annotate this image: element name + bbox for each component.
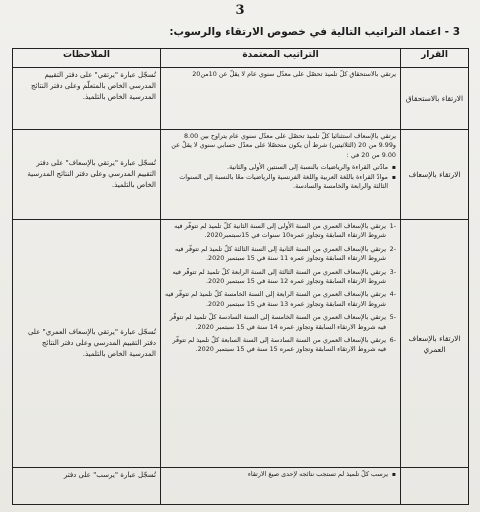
table-header-row xyxy=(13,49,469,68)
bullet-item: ▪ موادّ القراءة باللغة العربية واللغة الفرنسية والرياضيات معًا بالنسبة إلى السنوات الثالثة والرابعة والخامسة والسادسة. xyxy=(165,173,396,192)
page-number: 3 xyxy=(235,3,245,18)
decision-header: القرار xyxy=(401,49,469,68)
table-row xyxy=(13,68,469,130)
numbered-item: -3 يرتقي بالإسعاف العمري من السنة الثالثة إلى السنة الرابعة كلّ تلميذ لم تتوفّر فيه شروط الارتقاء السابقة وتجاوز عمره 12 سنة في 15 سبتمبر 2020. xyxy=(172,267,396,286)
notes-header: الملاحظات xyxy=(13,49,161,68)
decision-cell: الارتقاء بالاستحقاق xyxy=(401,68,469,130)
notes-cell: تُسجّل عبارة "يرتقي بالإسعاف العمري" على دفتر التقييم المدرسي وعلى دفتر النتائج المدرسية الخاص بالتلميذ. xyxy=(13,220,161,468)
numbered-item: -5 يرتقي بالإسعاف العمري من السنة الخامسة إلى السنة السادسة كلّ تلميذ لم تتوفّر فيه شروط الارتقاء السابقة وتجاوز عمره 14 سنة في 15 سبتمبر 2020. xyxy=(169,313,396,331)
rules-table xyxy=(12,48,469,505)
decision-cell: الارتقاء بالإسعاف العمري xyxy=(401,220,469,468)
numbered-item: -1 يرتقي بالإسعاف العمري من السنة الأولى إلى السنة الثانية كلّ تلميذ لم تتوفّر فيه شروط الارتقاء السابقة وتجاوز عمره10 سنوات في 15سبتمبر2020. xyxy=(174,222,396,240)
table-row xyxy=(13,468,469,505)
numbered-item: -2 يرتقي بالإسعاف العمري من السنة الثانية إلى السنة الثالثة كلّ تلميذ لم تتوفّر فيه شروط الارتقاء السابقة وتجاوز عمره 11 سنة في 15 سبتمبر 2020. xyxy=(175,244,396,263)
bullet-item: ▪ يرسب كلّ تلميذ لم تستجب نتائجه لإحدى صيغ الارتقاء xyxy=(165,470,396,479)
notes-cell: تُسجّل عبارة "يرتقي بالإسعاف" على دفتر التقييم المدرسي وعلى دفتر النتائج المدرسية الخاص بالتلميذ. xyxy=(13,130,161,220)
notes-cell: تُسجّل عبارة "يرسب" على دفتر xyxy=(13,468,161,505)
table-row xyxy=(13,130,469,220)
decision-cell xyxy=(401,468,469,505)
numbered-item: -6 يرتقي بالإسعاف العمري من السنة السادسة إلى السنة السابعة كلّ تلميذ لم تتوفّر فيه شروط الارتقاء السابقة وتجاوز عمره 15 سنة في 15 سبتمبر 2020. xyxy=(172,336,396,354)
arrangement-cell xyxy=(161,130,401,220)
table-row xyxy=(13,220,469,468)
arrangement-cell xyxy=(161,220,401,468)
arrangement-cell xyxy=(161,68,401,130)
bullet-item: ▪ مادّتي القراءة والرياضيات بالنسبة إلى السنتين الأولى والثانية. xyxy=(165,163,396,172)
arrangements-header: التراتيب المعتمدة xyxy=(161,49,401,68)
arrangement-text: يرتقي بالاستحقاق كلّ تلميذ تحصّل على معدّل سنوي عام لا يقلّ عن 10من20 xyxy=(192,70,396,78)
arrangement-cell xyxy=(161,468,401,505)
arrangement-intro: يرتقي بالإسعاف استثنائيا كلّ تلميذ تحصّل على معدّل سنوي عام يتراوح بين 8.00 و9.99 من 20 (الثلاثيتين) شرط أن يكون متحصّلا على معدّل حسابي سنوي لا يقلّ عن 9.00 من 20 في : xyxy=(171,132,396,159)
numbered-item: -4 يرتقي بالإسعاف العمري من السنة الرابعة إلى السنة الخامسة كلّ تلميذ لم تتوفّر فيه شروط الارتقاء السابقة وتجاوز عمره 13 سنة في 15 سبتمبر 2020. xyxy=(165,290,396,308)
decision-cell: الارتقاء بالإسعاف xyxy=(401,130,469,220)
section-title: 3 - اعتماد التراتيب التالية في خصوص الارتقاء والرسوب: xyxy=(169,26,460,38)
notes-cell: تُسجّل عبارة "يرتقي" على دفتر التقييم المدرسي الخاص بالمتعلّم وعلى دفتر النتائج المدرسية الخاص بالتلميذ. xyxy=(13,68,161,130)
